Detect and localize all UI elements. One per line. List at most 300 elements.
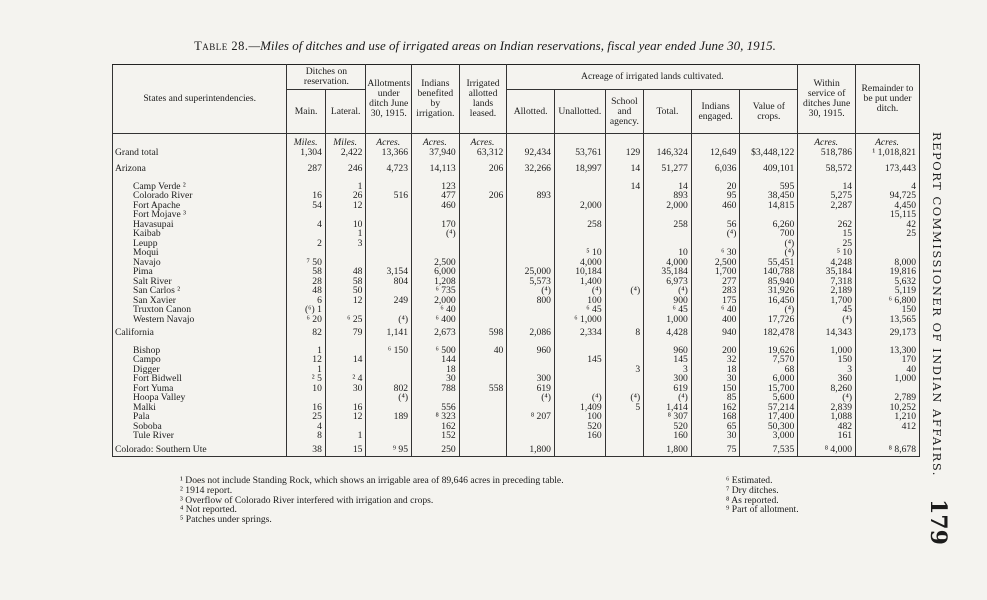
table-cell: [507, 305, 555, 315]
table-cell: 20: [691, 182, 740, 192]
table-cell: [459, 277, 507, 287]
table-cell: ⁹ 95: [366, 441, 412, 457]
footnote: ² 1914 report.: [180, 484, 233, 496]
row-name: Western Navajo: [113, 315, 287, 325]
table-cell: ⁶ 40: [691, 305, 740, 315]
table-cell: (⁶) 1: [287, 305, 326, 315]
table-cell: 25: [856, 229, 920, 239]
row-name: Soboba: [113, 422, 287, 432]
table-cell: 250: [412, 441, 460, 457]
table-cell: 1,000: [798, 346, 856, 356]
table-cell: (⁴): [507, 393, 555, 403]
table-cell: 50: [325, 286, 366, 296]
header-irrigated-leased: Irrigated allotted lands leased.: [459, 65, 507, 134]
row-name: Grand total: [113, 148, 287, 161]
table-cell: 10: [325, 220, 366, 230]
table-cell: 65: [691, 422, 740, 432]
table-cell: 5,573: [507, 277, 555, 287]
header-states: States and superintendencies.: [113, 65, 287, 134]
table-cell: [605, 201, 644, 211]
footnote: ¹ Does not include Standing Rock, which shows an irrigable area of 89,646 acres in preceding table.: [180, 475, 564, 486]
table-cell: [459, 403, 507, 413]
table-cell: 42: [856, 220, 920, 230]
table-cell: 37,940: [412, 148, 460, 161]
unit-label: Miles.: [325, 134, 366, 148]
table-row: [113, 182, 920, 192]
table-cell: 4: [856, 182, 920, 192]
unit-label: [554, 134, 605, 148]
table-cell: 1,409: [554, 403, 605, 413]
table-cell: [366, 229, 412, 239]
row-name: Digger: [113, 365, 287, 375]
table-cell: 30: [691, 374, 740, 384]
unit-label: [644, 134, 692, 148]
table-cell: 25: [287, 412, 326, 422]
table-cell: [507, 422, 555, 432]
table-cell: [554, 182, 605, 192]
table-cell: 85: [691, 393, 740, 403]
table-cell: 1,141: [366, 324, 412, 342]
unit-label: Miles.: [287, 134, 326, 148]
table-cell: ⁶ 735: [412, 286, 460, 296]
table-cell: 144: [412, 355, 460, 365]
table-cell: 802: [366, 384, 412, 394]
table-row: [113, 277, 920, 287]
table-row: [113, 431, 920, 441]
table-cell: 788: [412, 384, 460, 394]
table-cell: 146,324: [644, 148, 692, 161]
table-cell: 13,366: [366, 148, 412, 161]
table-cell: 7,535: [740, 441, 798, 457]
table-cell: 14,815: [740, 201, 798, 211]
table-cell: 6,000: [412, 267, 460, 277]
table-cell: 58: [325, 277, 366, 287]
table-cell: ⁶ 30: [691, 248, 740, 258]
table-cell: 4,248: [798, 258, 856, 268]
table-cell: (⁴): [740, 305, 798, 315]
footnote: ³ Overflow of Colorado River interfered with irrigation and crops.: [180, 494, 434, 506]
table-cell: 100: [554, 412, 605, 422]
table-cell: 2: [287, 239, 326, 249]
table-cell: 6,973: [644, 277, 692, 287]
table-cell: (⁴): [412, 229, 460, 239]
table-cell: [459, 201, 507, 211]
table-cell: 3: [798, 365, 856, 375]
table-cell: 595: [740, 182, 798, 192]
table-cell: 28: [287, 277, 326, 287]
table-cell: 3,154: [366, 267, 412, 277]
table-cell: [644, 229, 692, 239]
table-cell: [507, 248, 555, 258]
table-cell: 520: [644, 422, 692, 432]
table-cell: 1,800: [507, 441, 555, 457]
table-cell: 168: [691, 412, 740, 422]
header-unallotted: Unallotted.: [554, 90, 605, 134]
table-cell: 246: [325, 160, 366, 178]
running-head-text: REPORT COMMISSIONER OF INDIAN AFFAIRS.: [930, 132, 944, 477]
table-cell: 7,570: [740, 355, 798, 365]
table-cell: ² 4: [325, 374, 366, 384]
row-name: Truxton Canon: [113, 305, 287, 315]
table-cell: 31,926: [740, 286, 798, 296]
table-cell: ⁶ 45: [554, 305, 605, 315]
footnotes-right: [726, 476, 799, 515]
table-cell: [554, 365, 605, 375]
table-cell: (⁴): [740, 239, 798, 249]
table-cell: (⁴): [691, 229, 740, 239]
row-name: Hoopa Valley: [113, 393, 287, 403]
row-name: Tule River: [113, 431, 287, 441]
table-cell: 85,940: [740, 277, 798, 287]
table-row: [113, 191, 920, 201]
header-indians-benefited: Indians benefited by irrigation.: [412, 65, 460, 134]
table-cell: 1,414: [644, 403, 692, 413]
table-row: [113, 267, 920, 277]
table-cell: ⁸ 323: [412, 412, 460, 422]
table-cell: 10: [287, 384, 326, 394]
table-cell: [605, 346, 644, 356]
table-cell: 2,287: [798, 201, 856, 211]
footnote: ⁶ Estimated.: [726, 475, 773, 486]
unit-label: [605, 134, 644, 148]
page-number-text: 179: [925, 499, 951, 545]
table-cell: 960: [644, 346, 692, 356]
table-cell: 2,500: [691, 258, 740, 268]
header-within-service: Within service of ditches June 30, 1915.: [798, 65, 856, 134]
table-number: Table 28.: [194, 39, 249, 53]
table-cell: 5,600: [740, 393, 798, 403]
table-cell: 1,304: [287, 148, 326, 161]
table-cell: 18,997: [554, 160, 605, 178]
table-title: [115, 38, 855, 54]
table-cell: 14: [325, 355, 366, 365]
row-name: Fort Bidwell: [113, 374, 287, 384]
table-cell: 30: [412, 374, 460, 384]
table-cell: 5,275: [798, 191, 856, 201]
table-cell: 92,434: [507, 148, 555, 161]
table-cell: 412: [856, 422, 920, 432]
table-cell: [856, 431, 920, 441]
table-cell: 1,800: [644, 441, 692, 457]
table-cell: 2,000: [412, 296, 460, 306]
table-cell: 460: [691, 201, 740, 211]
row-name: San Xavier: [113, 296, 287, 306]
table-cell: 79: [325, 324, 366, 342]
table-cell: 94,725: [856, 191, 920, 201]
table-cell: [507, 355, 555, 365]
table-cell: 3: [644, 365, 692, 375]
table-row: [113, 384, 920, 394]
table-cell: 249: [366, 296, 412, 306]
table-row: [113, 286, 920, 296]
header-indians-engaged: Indians engaged.: [691, 90, 740, 134]
table-cell: 12: [325, 201, 366, 211]
table-cell: 48: [287, 286, 326, 296]
table-cell: (⁴): [644, 393, 692, 403]
table-row: [113, 403, 920, 413]
table-cell: 40: [856, 365, 920, 375]
table-row: [113, 248, 920, 258]
table-cell: 1,210: [856, 412, 920, 422]
table-cell: 4,428: [644, 324, 692, 342]
table-cell: 4,000: [644, 258, 692, 268]
table-cell: 5,119: [856, 286, 920, 296]
units-spacer: [113, 134, 287, 148]
table-cell: 100: [554, 296, 605, 306]
table-cell: [459, 355, 507, 365]
table-cell: 170: [412, 220, 460, 230]
table-cell: [459, 248, 507, 258]
table-row: [113, 393, 920, 403]
table-cell: 556: [412, 403, 460, 413]
table-cell: 940: [691, 324, 740, 342]
table-cell: 1: [325, 229, 366, 239]
table-cell: (⁴): [740, 248, 798, 258]
table-cell: 18: [412, 365, 460, 375]
row-name: Moqui: [113, 248, 287, 258]
table-cell: [507, 210, 555, 220]
table-cell: 35,184: [644, 267, 692, 277]
table-cell: 160: [554, 431, 605, 441]
table-cell: 13,565: [856, 315, 920, 325]
table-row: [113, 239, 920, 249]
table-cell: 804: [366, 277, 412, 287]
table-cell: [605, 220, 644, 230]
table-cell: [605, 267, 644, 277]
table-cell: 51,277: [644, 160, 692, 178]
table-cell: [605, 412, 644, 422]
header-total: Total.: [644, 90, 692, 134]
row-name: Kaibab: [113, 229, 287, 239]
table-cell: 893: [644, 191, 692, 201]
footnote: ⁸ As reported.: [726, 494, 779, 506]
table-cell: [605, 305, 644, 315]
table-cell: $3,448,122: [740, 148, 798, 161]
row-name: Pima: [113, 267, 287, 277]
table-cell: 477: [412, 191, 460, 201]
table-cell: 10: [644, 248, 692, 258]
table-cell: [605, 441, 644, 457]
row-name: Salt River: [113, 277, 287, 287]
table-cell: 75: [691, 441, 740, 457]
table-cell: 206: [459, 191, 507, 201]
table-cell: 2,500: [412, 258, 460, 268]
table-cell: 598: [459, 324, 507, 342]
row-name: Leupp: [113, 239, 287, 249]
table-cell: 2,673: [412, 324, 460, 342]
table-cell: [459, 365, 507, 375]
table-cell: ⁵ 10: [798, 248, 856, 258]
table-cell: 460: [412, 201, 460, 211]
table-cell: (⁴): [798, 393, 856, 403]
table-row: [113, 305, 920, 315]
table-cell: 518,786: [798, 148, 856, 161]
row-name: Pala: [113, 412, 287, 422]
table-cell: 145: [554, 355, 605, 365]
unit-label: [507, 134, 555, 148]
table-cell: [325, 248, 366, 258]
row-name: Colorado: Southern Ute: [113, 441, 287, 457]
table-cell: 53,761: [554, 148, 605, 161]
table-cell: 4: [287, 220, 326, 230]
table-cell: 1: [325, 182, 366, 192]
table-cell: 6,036: [691, 160, 740, 178]
table-row: [113, 315, 920, 325]
state-total-row: [113, 160, 920, 178]
table-cell: 162: [691, 403, 740, 413]
unit-label: Acres.: [412, 134, 460, 148]
table-cell: 4,000: [554, 258, 605, 268]
table-cell: 30: [691, 431, 740, 441]
table-cell: 182,478: [740, 324, 798, 342]
table-cell: [459, 258, 507, 268]
table-cell: (⁴): [605, 286, 644, 296]
table-cell: 35,184: [798, 267, 856, 277]
table-cell: 15,115: [856, 210, 920, 220]
unit-label: Acres.: [856, 134, 920, 148]
table-row: [113, 355, 920, 365]
table-cell: 58: [287, 267, 326, 277]
table-cell: [459, 305, 507, 315]
table-cell: [605, 210, 644, 220]
table-cell: 15: [798, 229, 856, 239]
table-cell: [605, 422, 644, 432]
table-cell: 15: [325, 441, 366, 457]
table-cell: 25: [798, 239, 856, 249]
table-cell: 38,450: [740, 191, 798, 201]
table-cell: 300: [507, 374, 555, 384]
table-cell: 57,214: [740, 403, 798, 413]
table-cell: 19,816: [856, 267, 920, 277]
table-cell: 16: [287, 191, 326, 201]
unit-label: Acres.: [798, 134, 856, 148]
table-cell: [605, 296, 644, 306]
footnote: ⁷ Dry ditches.: [726, 484, 779, 496]
footnote: ⁹ Part of allotment.: [726, 504, 799, 516]
grand-total-row: [113, 148, 920, 161]
table-cell: 409,101: [740, 160, 798, 178]
table-cell: 4,450: [856, 201, 920, 211]
table-body: [113, 134, 920, 457]
table-row: [113, 365, 920, 375]
table-cell: 283: [691, 286, 740, 296]
table-cell: 12: [325, 296, 366, 306]
table-cell: 2,189: [798, 286, 856, 296]
state-total-row: [113, 441, 920, 457]
irrigation-table: [112, 64, 920, 457]
table-cell: 14: [644, 182, 692, 192]
row-name: Fort Apache: [113, 201, 287, 211]
table-cell: 14,343: [798, 324, 856, 342]
table-cell: 2,086: [507, 324, 555, 342]
table-cell: 12: [325, 412, 366, 422]
row-name: Campo: [113, 355, 287, 365]
table-caption: —Miles of ditches and use of irrigated areas on Indian reservations, fiscal year ended June 30, 1915.: [248, 38, 776, 53]
table-cell: 5: [605, 403, 644, 413]
table-cell: 6: [287, 296, 326, 306]
row-name: Havasupai: [113, 220, 287, 230]
table-cell: [605, 374, 644, 384]
table-cell: 29,173: [856, 324, 920, 342]
table-cell: (⁴): [644, 286, 692, 296]
units-row: [113, 134, 920, 148]
row-name: Malki: [113, 403, 287, 413]
table-cell: 1: [287, 346, 326, 356]
table-cell: [459, 315, 507, 325]
table-cell: 200: [691, 346, 740, 356]
table-cell: [459, 239, 507, 249]
table-cell: 6,260: [740, 220, 798, 230]
table-cell: ⁸ 4,000: [798, 441, 856, 457]
table-cell: 8: [605, 324, 644, 342]
header-value: Value of crops.: [740, 90, 798, 134]
table-cell: 516: [366, 191, 412, 201]
table-cell: 150: [856, 305, 920, 315]
table-cell: 17,400: [740, 412, 798, 422]
table-cell: 8,260: [798, 384, 856, 394]
table-cell: (⁴): [366, 315, 412, 325]
table-cell: ⁶ 400: [412, 315, 460, 325]
table-cell: 189: [366, 412, 412, 422]
table-cell: 12,649: [691, 148, 740, 161]
table-cell: 15,700: [740, 384, 798, 394]
table-cell: 619: [507, 384, 555, 394]
table-cell: (⁴): [554, 286, 605, 296]
table-cell: 2,000: [644, 201, 692, 211]
table-cell: (⁴): [554, 393, 605, 403]
table-cell: 287: [287, 160, 326, 178]
table-cell: [507, 229, 555, 239]
table-cell: 30: [325, 384, 366, 394]
table-cell: [366, 201, 412, 211]
table-cell: 258: [554, 220, 605, 230]
table-cell: 48: [325, 267, 366, 277]
table-cell: [605, 239, 644, 249]
table-cell: [459, 296, 507, 306]
table-cell: [459, 286, 507, 296]
table-cell: [459, 229, 507, 239]
table-cell: 277: [691, 277, 740, 287]
table-cell: [554, 441, 605, 457]
table-cell: 10,184: [554, 267, 605, 277]
table-cell: [459, 220, 507, 230]
table-cell: 16: [325, 403, 366, 413]
table-cell: 32,266: [507, 160, 555, 178]
table-cell: 482: [798, 422, 856, 432]
table-cell: 5,632: [856, 277, 920, 287]
header-remainder: Remainder to be put under ditch.: [856, 65, 920, 134]
unit-label: Acres.: [459, 134, 507, 148]
table-cell: 140,788: [740, 267, 798, 277]
table-cell: (⁴): [507, 286, 555, 296]
table-cell: 8: [287, 431, 326, 441]
table-cell: 16,450: [740, 296, 798, 306]
unit-label: [691, 134, 740, 148]
table-cell: [459, 441, 507, 457]
table-cell: 520: [554, 422, 605, 432]
table-cell: ¹ 1,018,821: [856, 148, 920, 161]
table-cell: [554, 374, 605, 384]
table-cell: 161: [798, 431, 856, 441]
table-row: [113, 229, 920, 239]
table-cell: [366, 210, 412, 220]
row-name: Camp Verde ²: [113, 182, 287, 192]
table-cell: [459, 393, 507, 403]
table-row: [113, 374, 920, 384]
table-cell: 1,400: [554, 277, 605, 287]
table-cell: 95: [691, 191, 740, 201]
table-cell: 619: [644, 384, 692, 394]
